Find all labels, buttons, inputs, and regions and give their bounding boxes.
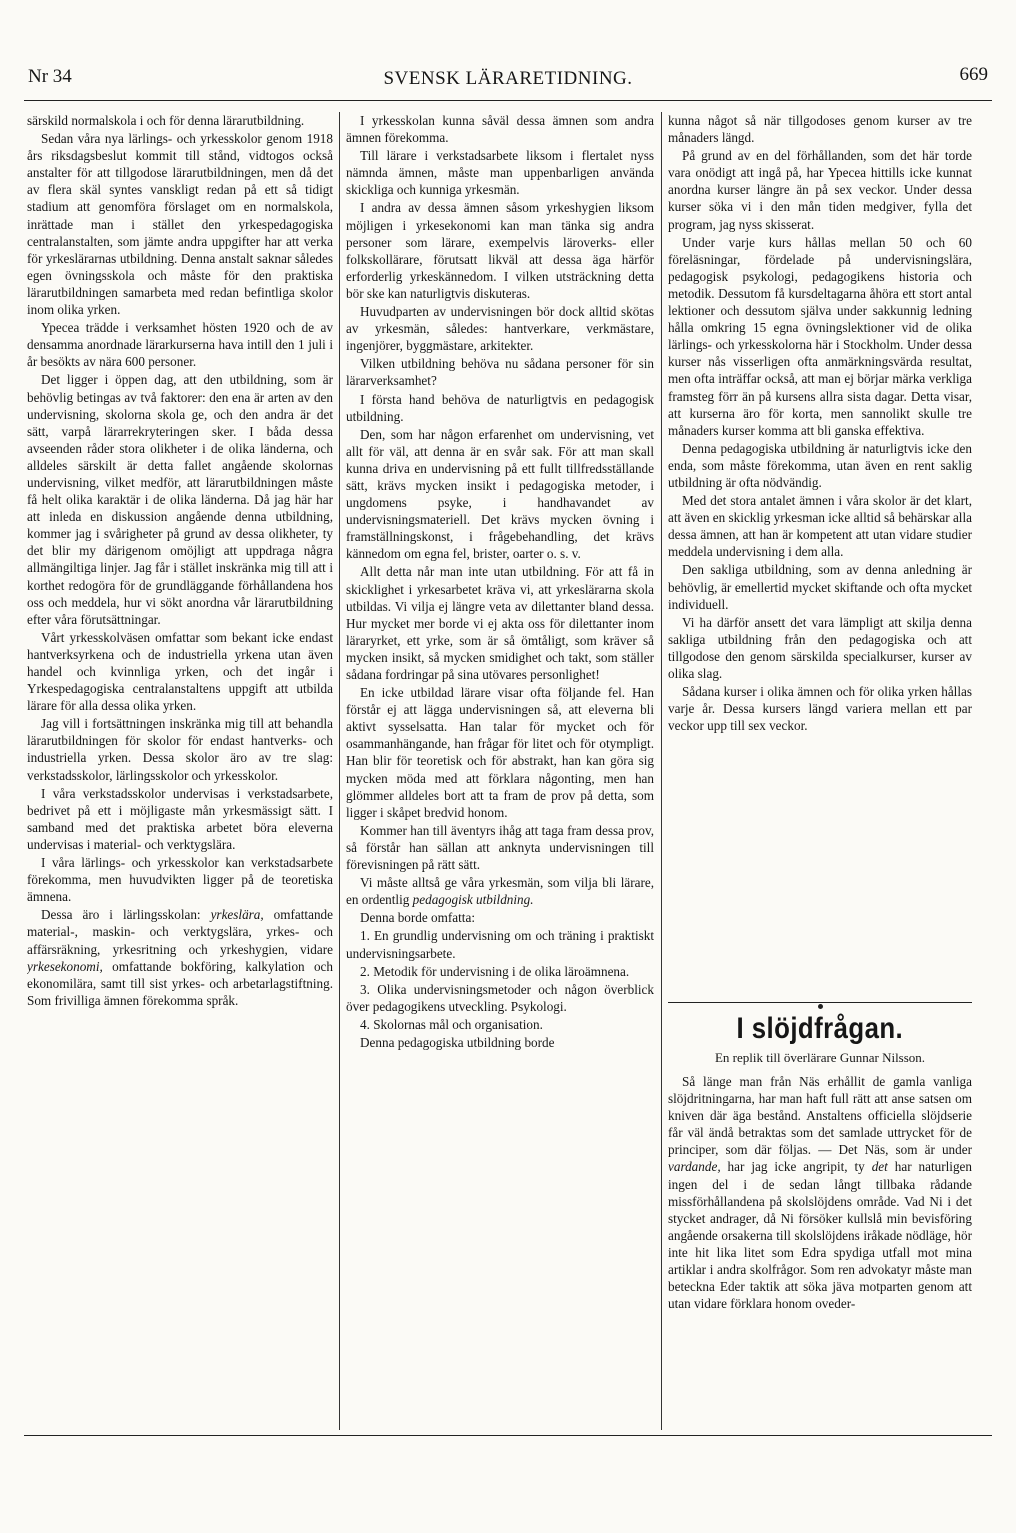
list-intro: Denna borde omfatta: (360, 910, 475, 926)
column-divider-1 (339, 112, 340, 1430)
list-item: 2. Metodik för undervisning i de olika läroämnena. (360, 963, 630, 979)
paragraph: Vårt yrkesskolväsen omfattar som bekant icke endast hantverksyrkena och de industriella yrkena utan även handel och kvinnliga yrken, och det ingår i Yrkespedagogiska centralanstaltens uppgift att utbilda lärare för alla dessa olika yrken. (27, 629, 333, 714)
paragraph: Till lärare i verkstadsarbete liksom i flertalet nyss nämnda ämnen, måste man uppenbarligen använda skickliga och kunniga yrkesmän. (346, 148, 654, 198)
paragraph: Den, som har någon erfarenhet om undervisning, vet allt för väl, att denna är en svår sak. För att man skall kunna driva en undervisning på ett fullt tillfredsställande sätt, krävs mycken insikt i pedagogiska metoder, i ungdomens psyke, i handhavandet av undervisningsmateriell. Det krävs mycken övning i framställningskonst, i frågebehandling, det krävs kännedom om egna fel, brister, oarter o. s. v. (346, 426, 654, 562)
paragraph: I våra verkstadsskolor undervisas i verkstadsarbete, bedrivet på ett i möjligaste mån yrkesmässigt sätt. I samband med det praktiska arbetet böra eleverna undervisas i material- och verktygslära. (27, 785, 333, 852)
paragraph: Allt detta når man inte utan utbildning. För att få in skicklighet i yrkesarbetet kräva vi, att yrkeslärarna skola utbildas. Vi vilja ej längre veta av dilettanter bland dessa. Hur mycket mer borde vi ej akta oss för dilettanter inom läraryrket, ett yrke, som är så ömtåligt, som kräver så mycken insikt, så mycken smidighet och takt, som ställer sådana fordringar på sina utövares personlighet! (346, 564, 654, 682)
list-item: 1. En grundlig undervisning om och träning i praktiskt undervisningsarbete. (346, 928, 654, 961)
footer-rule (24, 1435, 992, 1436)
column-divider-2 (661, 112, 662, 1430)
paragraph: Jag vill i fortsättningen inskränka mig till att behandla lärarutbildningen för skolor för endast hantverks- och industriella yrken. Dessa skolor äro av tre slag: verkstadsskolor, lärlingsskolor och yrkesskolor. (27, 716, 333, 783)
paragraph: Sedan våra nya lärlings- och yrkesskolor genom 1918 års riksdagsbeslut kommit till stånd, vidtogos också anstalter för att tillgodose lärarutbildningen, men då det av flera skäl syntes vanskligt redan på ett så tidigt stadium att genomföra förslaget om en normalskola, inrättade man i stället den yrkespedagogiska centralanstalten, som jämte andra uppgifter har att verka för yrkeslärarnas utbildning. Denna anstalt saknar således egen övningsskola och måste för den praktiska lärarutbildningen samarbeta med redan befintliga skolor inom olika yrken. (27, 131, 333, 318)
separator-dot (818, 1004, 823, 1009)
header-rule (24, 100, 992, 101)
paragraph: I första hand behöva de naturligtvis en pedagogisk utbildning. (346, 391, 654, 424)
paragraph: Kommer han till äventyrs ihåg att taga fram dessa prov, så förstår han sällan att anknyta undervisningen till förevisningen på rätt sätt. (346, 822, 654, 873)
paragraph: I andra av dessa ämnen såsom yrkeshygien liksom möjligen i yrkesekonomi kan man tänka sig andra personer som lärare, exempelvis läroverks- eller folkskollärare, förutsatt likväl att dessa äga härför erforderlig yrkeskännedom. I vilken utsträckning detta bör ske kan naturligtvis diskuteras. (346, 200, 654, 301)
column-2 (346, 112, 654, 1430)
paragraph: På grund av en del förhållanden, som det här torde vara onödigt att ingå på, har Ypecea hittills icke kunnat anordna kurser längre än på sex veckor. Under dessa kurser söka vi i den mån tiden medgiver, fylla det program, jag nyss skisserat. (668, 148, 972, 232)
paragraph: Den sakliga utbildning, som av denna anledning är behövlig, är emellertid mycket skiftande och ofta mycket individuell. (668, 562, 972, 612)
article-separator (668, 1002, 972, 1003)
paragraph: Så länge man från Näs erhållit de gamla vanliga slöjdritningarna, har man haft full rätt att anse satsen om kniven där äga bestånd. Anstaltens officiella slöjdserie får väl ändå betraktas som det samlade uttrycket för de principer, som där följas. — Det Näs, som är under vardande, har jag icke angripit, ty det har naturligen ingen del i de sedan långt tillbaka rådande missförhållandena på skolslöjdens område. Vad Ni i det stycket andrager, då Ni försöker kullslå min bevisföring angående orsakerna till skolslöjdens iråkade nödläge, hör inte hit lika litet som Edra spydiga utfall mot mina artiklar i andra skolfrågor. Som ren advokatyr måste man beteckna Eder taktik att söka jäva motparten genom att utan vidare förklara honom oveder- (668, 1074, 972, 1312)
paragraph: Under varje kurs hållas mellan 50 och 60 föreläsningar, fördelade på undervisningslära, pedagogisk psykologi, pedagogikens historia och metodik. Dessutom få kursdeltagarna åhöra ett stort antal lektioner och dessutom själva under sakkunnig ledning hålla omkring 15 egna övningslektioner vid de olika lärlings- och yrkesskolorna här i Stockholm. Under dessa kurser nås visserligen ofta anmärkningsvärda resultat, men ofta inträffar också, att man ej börjar märka verkliga framsteg förr än på kursens allra sista dagar. Detta visar, att kurserna äro för korta, men sannolikt skulle tre månaders kurser komma att bli ganska effektiva. (668, 234, 972, 438)
paragraph: Vilken utbildning behöva nu sådana personer för sin lärarverksamhet? (346, 356, 654, 389)
list-item: 3. Olika undervisningsmetoder och någon överblick över pedagogikens utveckling. Psykologi. (346, 981, 654, 1014)
publication-title: SVENSK LÄRARETIDNING. (383, 68, 633, 89)
paragraph: Ypecea trädde i verksamhet hösten 1920 och de av densamma anordnade lärarkurserna hava intill den 1 juli i år besökts av nära 600 personer. (27, 320, 333, 370)
column-3 (668, 112, 972, 997)
paragraph: I yrkesskolan kunna såväl dessa ämnen som andra ämnen förekomma. (346, 113, 654, 146)
paragraph: Dessa äro i lärlingsskolan: yrkeslära, omfattande material-, maskin- och verktygslära, yrkes- och affärsräkning, yrkesritning och yrkeshygien, vidare yrkesekonomi, omfattande bokföring, kalkylation och ekonomilära, samt till sist yrkes- och arbetarlagstiftning. Som frivilliga ämnen förekomma språk. (27, 907, 333, 1008)
issue-number: Nr 34 (28, 66, 72, 87)
paragraph: Med det stora antalet ämnen i våra skolor är det klart, att även en skicklig yrkesman icke alltid så behärskar alla dessa ämnen, att han är kompetent att utan vidare studier meddela undervisning i dem alla. (668, 493, 972, 560)
article-title: I slöjdfrågan. (736, 1012, 904, 1045)
article-heading (668, 1010, 972, 1066)
paragraph: Huvudparten av undervisningen bör dock alltid skötas av yrkesmän, således: hantverkare, verkmästare, ingenjörer, byggmästare, arkitekter. (346, 304, 654, 354)
paragraph: Vi måste alltså ge våra yrkesmän, som vilja bli lärare, en ordentlig pedagogisk utbildning. (346, 875, 654, 908)
page-number: 669 (959, 64, 988, 85)
column-1 (27, 112, 333, 1430)
paragraph: I våra lärlings- och yrkesskolor kan verkstadsarbete förekomma, men huvudvikten ligger på de teoretiska ämnena. (27, 855, 333, 905)
paragraph: kunna något så när tillgodoses genom kurser av tre månaders längd. (668, 113, 972, 146)
paragraph: Denna pedagogiska utbildning borde (360, 1034, 555, 1050)
paragraph: Vi ha därför ansett det vara lämpligt att skilja denna sakliga utbildning från den pedagogiska och att tillgodose den genom särskilda specialkurser, kurser av olika slag. (668, 614, 972, 681)
page-header (28, 64, 988, 94)
article-body (668, 1073, 972, 1425)
list-item: 4. Skolornas mål och organisation. (360, 1016, 543, 1032)
paragraph: Sådana kurser i olika ämnen och för olika yrken hållas varje år. Dessa kursers längd variera mellan ett par veckor upp till sex veckor. (668, 684, 972, 734)
paragraph: Denna pedagogiska utbildning är naturligtvis icke den enda, som måste förekomma, utan även en rent saklig utbildning är ofta nödvändig. (668, 440, 972, 490)
article-subtitle: En replik till överlärare Gunnar Nilsson. (714, 1050, 926, 1065)
paragraph: En icke utbildad lärare visar ofta följande fel. Han förstår ej att lägga undervisningen så, att eleverna bli aktivt sysselsatta. Han talar för mycket och för osammanhängande, han frågar för litet och för otympligt. Han blir för teoretisk och för abstrakt, han kan göra sig mycken möda med att förklara någonting, men han glömmer alldeles bort att ta fram de prov på detta, som ligger i skåpet bredvid honom. (346, 685, 654, 820)
paragraph: särskild normalskola i och för denna lärarutbildning. (27, 113, 305, 128)
paragraph: Det ligger i öppen dag, att den utbildning, som är behövlig betingas av två faktorer: den ena är arten av den undervisning, skolorna skola ge, och den andra är det sätt, varpå lärarrekryteringen sker. I båda dessa avseenden råder stora olikheter i de olika länderna, och alldeles särskilt är detta fallet angående skolornas undervisning, vilket medför, att lärarutbildningen måste få helt olika karaktär i de olika länderna. Då jag här har att inleda en diskussion angående denna utbildning, kommer jag i svårigheter på grund av dessa olikheter, ty det blir my därigenom omöjligt att uppdraga några allmängiltiga linjer. Jag får i stället inskränka mig till att i korthet redogöra för de grundläggande förhållandena hos oss och meddela, hur vi sökt anordna vår lärarutbildning efter våra förutsättningar. (27, 372, 333, 627)
